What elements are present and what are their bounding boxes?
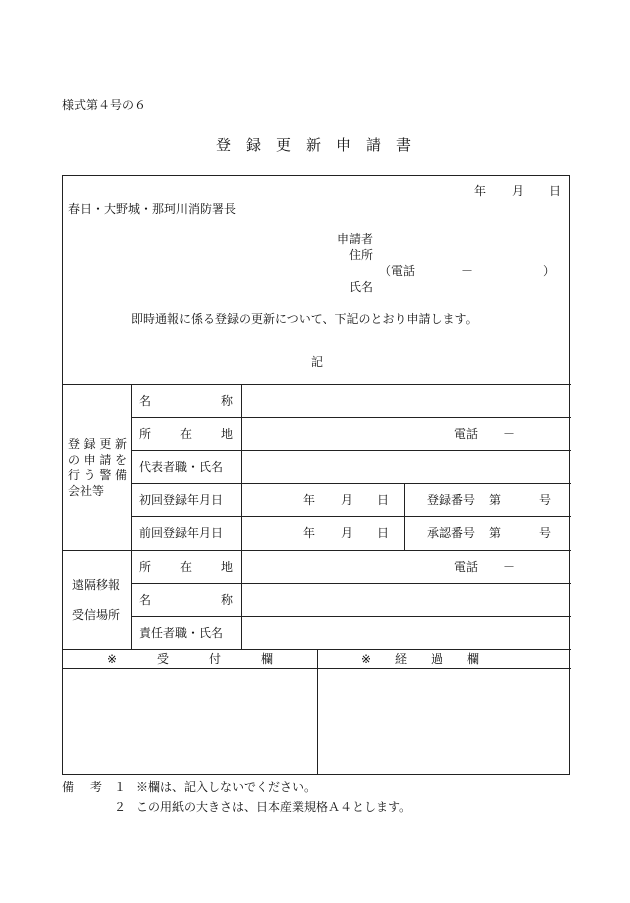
header-char: ※ (361, 652, 372, 666)
remark-number: ２ (114, 800, 127, 814)
label-char: 称 (220, 593, 233, 607)
prev-date-year: 年 (303, 526, 316, 540)
header-char: 過 (430, 652, 443, 666)
label-char: 在 (179, 427, 192, 441)
section1-heading-line (68, 468, 127, 484)
divider (317, 649, 318, 775)
divider (131, 450, 571, 451)
reception-column-header (107, 653, 273, 665)
applicant-label: 申請者 (337, 232, 374, 246)
heading-char: う (83, 468, 96, 482)
label-char: 在 (179, 560, 192, 574)
label-char: 地 (220, 427, 233, 441)
phone-dash: － (503, 427, 516, 441)
phone-dash: － (461, 264, 474, 278)
heading-char: 申 (83, 452, 96, 467)
date-year: 年 (474, 184, 487, 198)
row-label-manager: 責任者職・氏名 (139, 626, 224, 640)
label-char: 所 (139, 427, 152, 441)
divider (131, 417, 571, 418)
heading-char: 更 (99, 437, 112, 451)
title-char: 新 (306, 136, 322, 154)
header-char: 欄 (466, 652, 479, 666)
remarks-label-char: 備 (62, 780, 75, 794)
remark-text: ※欄は、記入しないでください。 (136, 780, 317, 794)
heading-char: 請 (99, 452, 112, 467)
ki-label: 記 (311, 355, 324, 369)
divider (63, 384, 571, 385)
divider (131, 583, 571, 584)
title-char: 登 (216, 136, 232, 154)
row-label-first-date: 初回登録年月日 (139, 493, 224, 507)
applicant-name-label: 氏名 (349, 280, 374, 294)
company-phone-label: 電話 (454, 427, 479, 441)
prev-date-day: 日 (377, 526, 390, 540)
statement: 即時通報に係る登録の更新について、下記のとおり申請します。 (131, 312, 478, 326)
applicant-address-label: 住所 (349, 248, 374, 262)
heading-char: 新 (114, 437, 127, 451)
form-number: 様式第４号の６ (62, 98, 147, 112)
title-char: 申 (336, 136, 352, 154)
title-char: 書 (396, 136, 412, 154)
heading-char: 登 (68, 437, 81, 451)
title-char: 録 (246, 136, 262, 154)
header-char: 経 (395, 652, 408, 666)
phone-dash: － (503, 560, 516, 574)
receiver-phone-label: 電話 (454, 560, 479, 574)
date-day: 日 (549, 184, 562, 198)
divider (131, 616, 571, 617)
section2-heading-line: 遠隔移報 (72, 578, 121, 592)
remarks-label-char: 考 (90, 780, 103, 794)
application-form (62, 175, 570, 775)
heading-char: を (114, 452, 127, 467)
first-date-year: 年 (303, 493, 316, 507)
prev-date-month: 月 (341, 526, 354, 540)
row-label-location (139, 561, 233, 573)
header-char: 付 (208, 652, 221, 666)
row-label-prev-date: 前回登録年月日 (139, 526, 224, 540)
row-label-representative: 代表者職・氏名 (139, 460, 224, 474)
label-char: 名 (139, 593, 152, 607)
title-char: 更 (276, 136, 292, 154)
section1-heading (68, 437, 127, 499)
row-label-location (139, 428, 233, 440)
heading-char: 行 (68, 468, 81, 482)
go-label: 号 (539, 493, 552, 507)
divider (63, 550, 571, 551)
section1-heading-line (68, 437, 127, 453)
header-char: 受 (157, 652, 170, 666)
divider (131, 516, 571, 517)
approval-number-label: 承認番号 (427, 526, 476, 540)
remark-number: １ (114, 780, 127, 794)
heading-char: 録 (83, 437, 96, 451)
section1-heading-line: 会社等 (68, 483, 105, 498)
section1-heading-line (68, 453, 127, 469)
label-char: 所 (139, 560, 152, 574)
remark-text: この用紙の大きさは、日本産業規格Ａ４とします。 (136, 800, 412, 814)
dai-label: 第 (489, 526, 502, 540)
progress-column-header (361, 653, 479, 665)
first-date-day: 日 (377, 493, 390, 507)
registration-number-label: 登録番号 (427, 493, 476, 507)
go-label: 号 (539, 526, 552, 540)
header-char: ※ (107, 652, 118, 666)
phone-close: ） (543, 264, 556, 278)
applicant-phone-label: （電話 (379, 264, 416, 278)
label-char: 地 (220, 560, 233, 574)
heading-char: の (68, 452, 81, 467)
heading-char: 備 (114, 468, 127, 482)
label-char: 称 (220, 394, 233, 408)
label-char: 名 (139, 394, 152, 408)
row-label-name (139, 594, 233, 606)
dai-label: 第 (489, 493, 502, 507)
title-char: 請 (366, 136, 382, 154)
date-month: 月 (512, 184, 525, 198)
addressee: 春日・大野城・那珂川消防署長 (68, 202, 237, 216)
divider (404, 483, 405, 550)
divider (241, 384, 242, 649)
row-label-name (139, 395, 233, 407)
section2-heading-line: 受信場所 (72, 608, 121, 622)
first-date-month: 月 (341, 493, 354, 507)
header-char: 欄 (260, 652, 273, 666)
divider (131, 483, 571, 484)
divider (131, 384, 132, 649)
heading-char: 警 (99, 468, 112, 482)
